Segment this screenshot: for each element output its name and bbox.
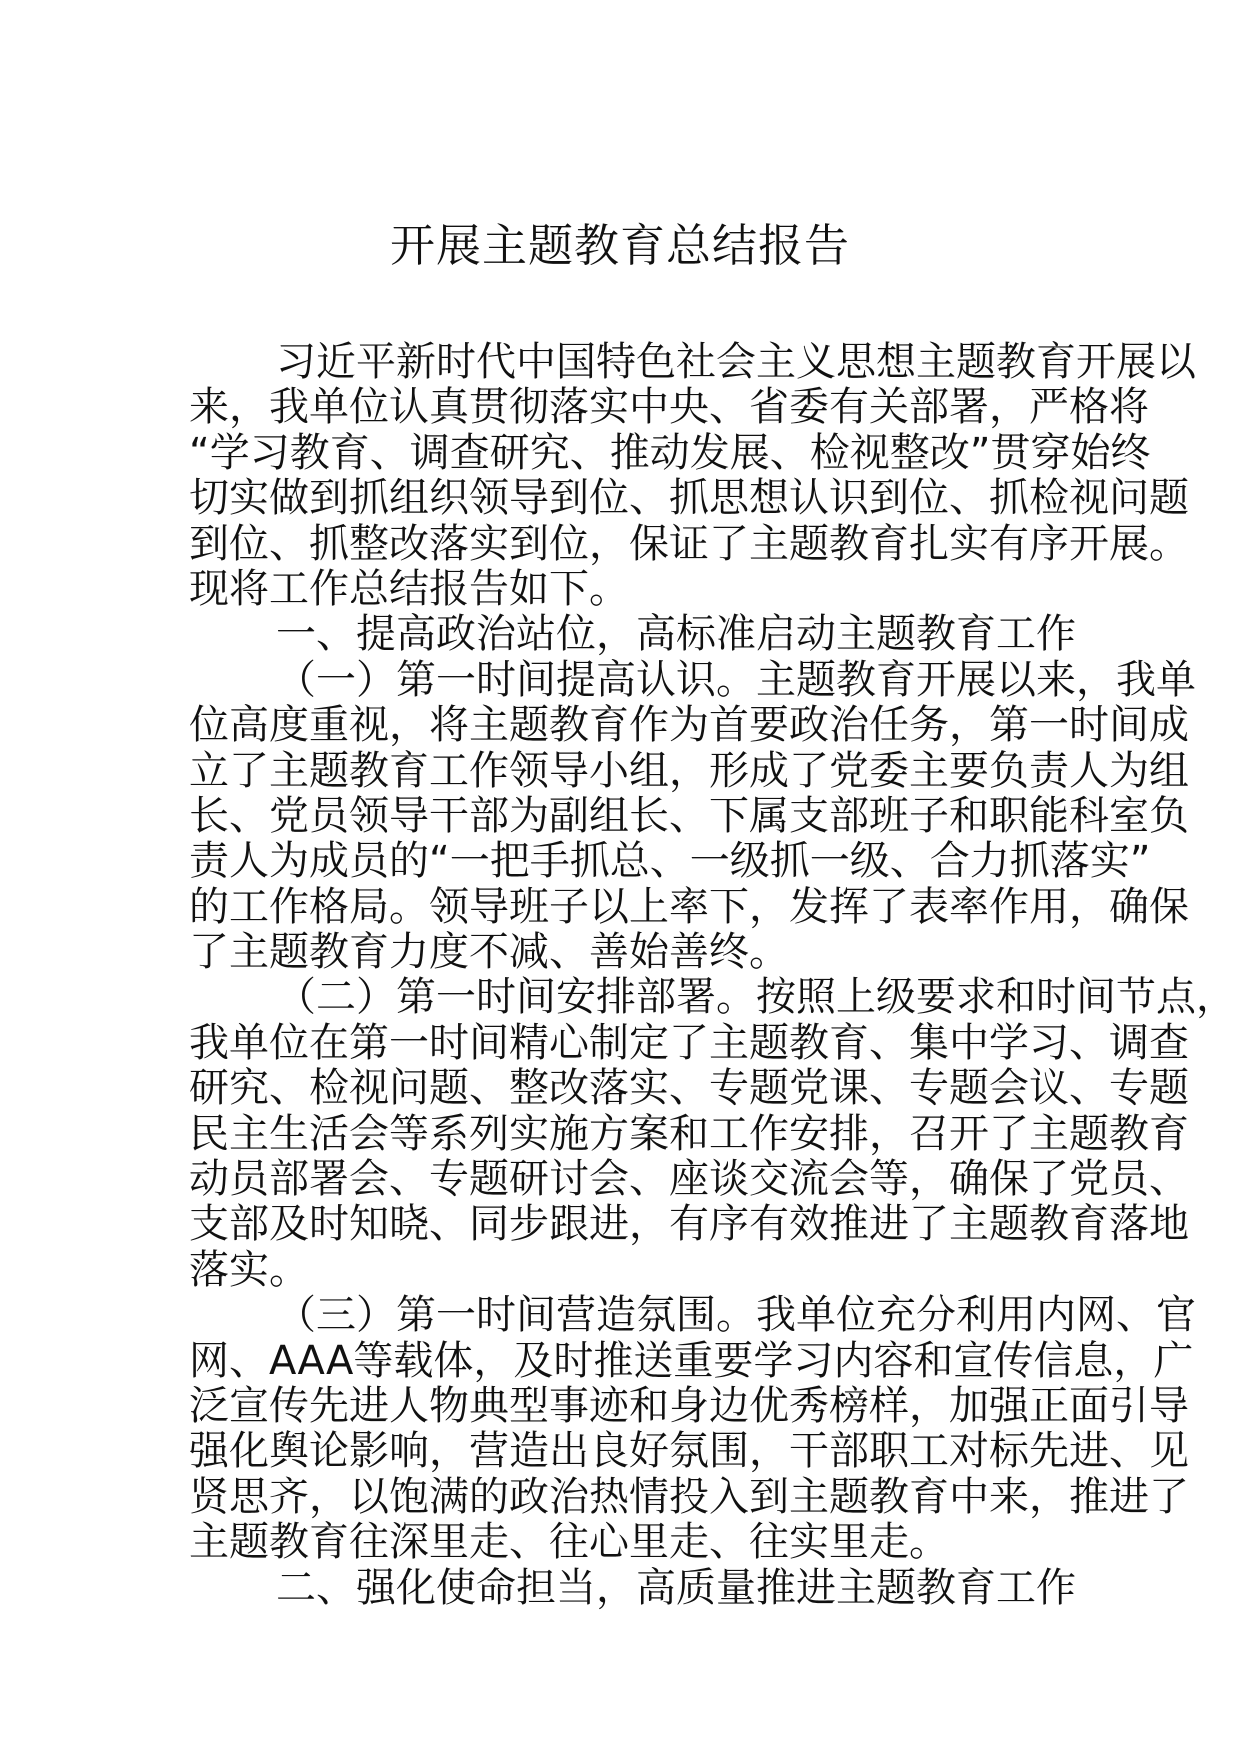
- text-line: 习近平新时代中国特色社会主义思想主题教育开展以: [276, 339, 1196, 385]
- text-line: 研究、检视问题、整改落实、专题党课、专题会议、专题: [189, 1065, 1189, 1112]
- text-line: （三）第一时间营造氛围。我单位充分利用内网、官: [276, 1292, 1196, 1339]
- text-line: 来，我单位认真贯彻落实中央、省委有关部署，严格将: [189, 384, 1149, 431]
- text-line: 立了主题教育工作领导小组，形成了党委主要负责人为组: [189, 747, 1189, 794]
- text-line: 支部及时知晓、同步跟进，有序有效推进了主题教育落地: [189, 1201, 1189, 1248]
- text-line: 主题教育往深里走、往心里走、往实里走。: [189, 1519, 949, 1566]
- text-line: 动员部署会、专题研讨会、座谈交流会等，确保了党员、: [189, 1156, 1189, 1203]
- text-line: 长、党员领导干部为副组长、下属支部班子和职能科室负: [189, 792, 1189, 839]
- text-line: 一、提高政治站位，高标准启动主题教育工作: [276, 611, 1076, 658]
- text-line: 现将工作总结报告如下。: [189, 565, 629, 612]
- paragraph: [189, 974, 1236, 1293]
- text-line: 泛宣传先进人物典型事迹和身边优秀榜样，加强正面引导: [189, 1382, 1189, 1429]
- text-line: 到位、抓整改落实到位，保证了主题教育扎实有序开展。: [189, 520, 1189, 567]
- text-line: （二）第一时间安排部署。按照上级要求和时间节点，: [276, 974, 1236, 1021]
- text-line: 强化舆论影响，营造出良好氛围，干部职工对标先进、见: [189, 1428, 1189, 1475]
- text-line: “学习教育、调查研究、推动发展、检视整改”贯穿始终: [189, 429, 1151, 476]
- text-line: 网、AAA等载体，及时推送重要学习内容和宣传信息，广: [189, 1337, 1194, 1384]
- text-line: 切实做到抓组织领导到位、抓思想认识到位、抓检视问题: [189, 475, 1189, 522]
- text-line: 责人为成员的“一把手抓总、一级抓一级、合力抓落实”: [189, 838, 1151, 885]
- document-title: 开展主题教育总结报告: [389, 219, 850, 272]
- text-line: 落实。: [189, 1246, 309, 1293]
- section-heading: [189, 1564, 1076, 1611]
- paragraph: [189, 339, 1196, 612]
- text-line: 了主题教育力度不减、善始善终。: [189, 929, 789, 976]
- document-body: [189, 339, 1236, 1611]
- paragraph: [189, 656, 1196, 976]
- paragraph: [189, 1292, 1196, 1566]
- text-line: 我单位在第一时间精心制定了主题教育、集中学习、调查: [189, 1019, 1189, 1066]
- text-line: 位高度重视，将主题教育作为首要政治任务，第一时间成: [189, 702, 1189, 749]
- text-line: 民主生活会等系列实施方案和工作安排，召开了主题教育: [189, 1110, 1189, 1157]
- text-line: （一）第一时间提高认识。主题教育开展以来，我单: [276, 656, 1196, 703]
- section-heading: [189, 611, 1076, 658]
- text-line: 贤思齐，以饱满的政治热情投入到主题教育中来，推进了: [189, 1473, 1189, 1520]
- text-line: 的工作格局。领导班子以上率下，发挥了表率作用，确保: [189, 883, 1189, 930]
- text-line: 二、强化使命担当，高质量推进主题教育工作: [276, 1564, 1076, 1611]
